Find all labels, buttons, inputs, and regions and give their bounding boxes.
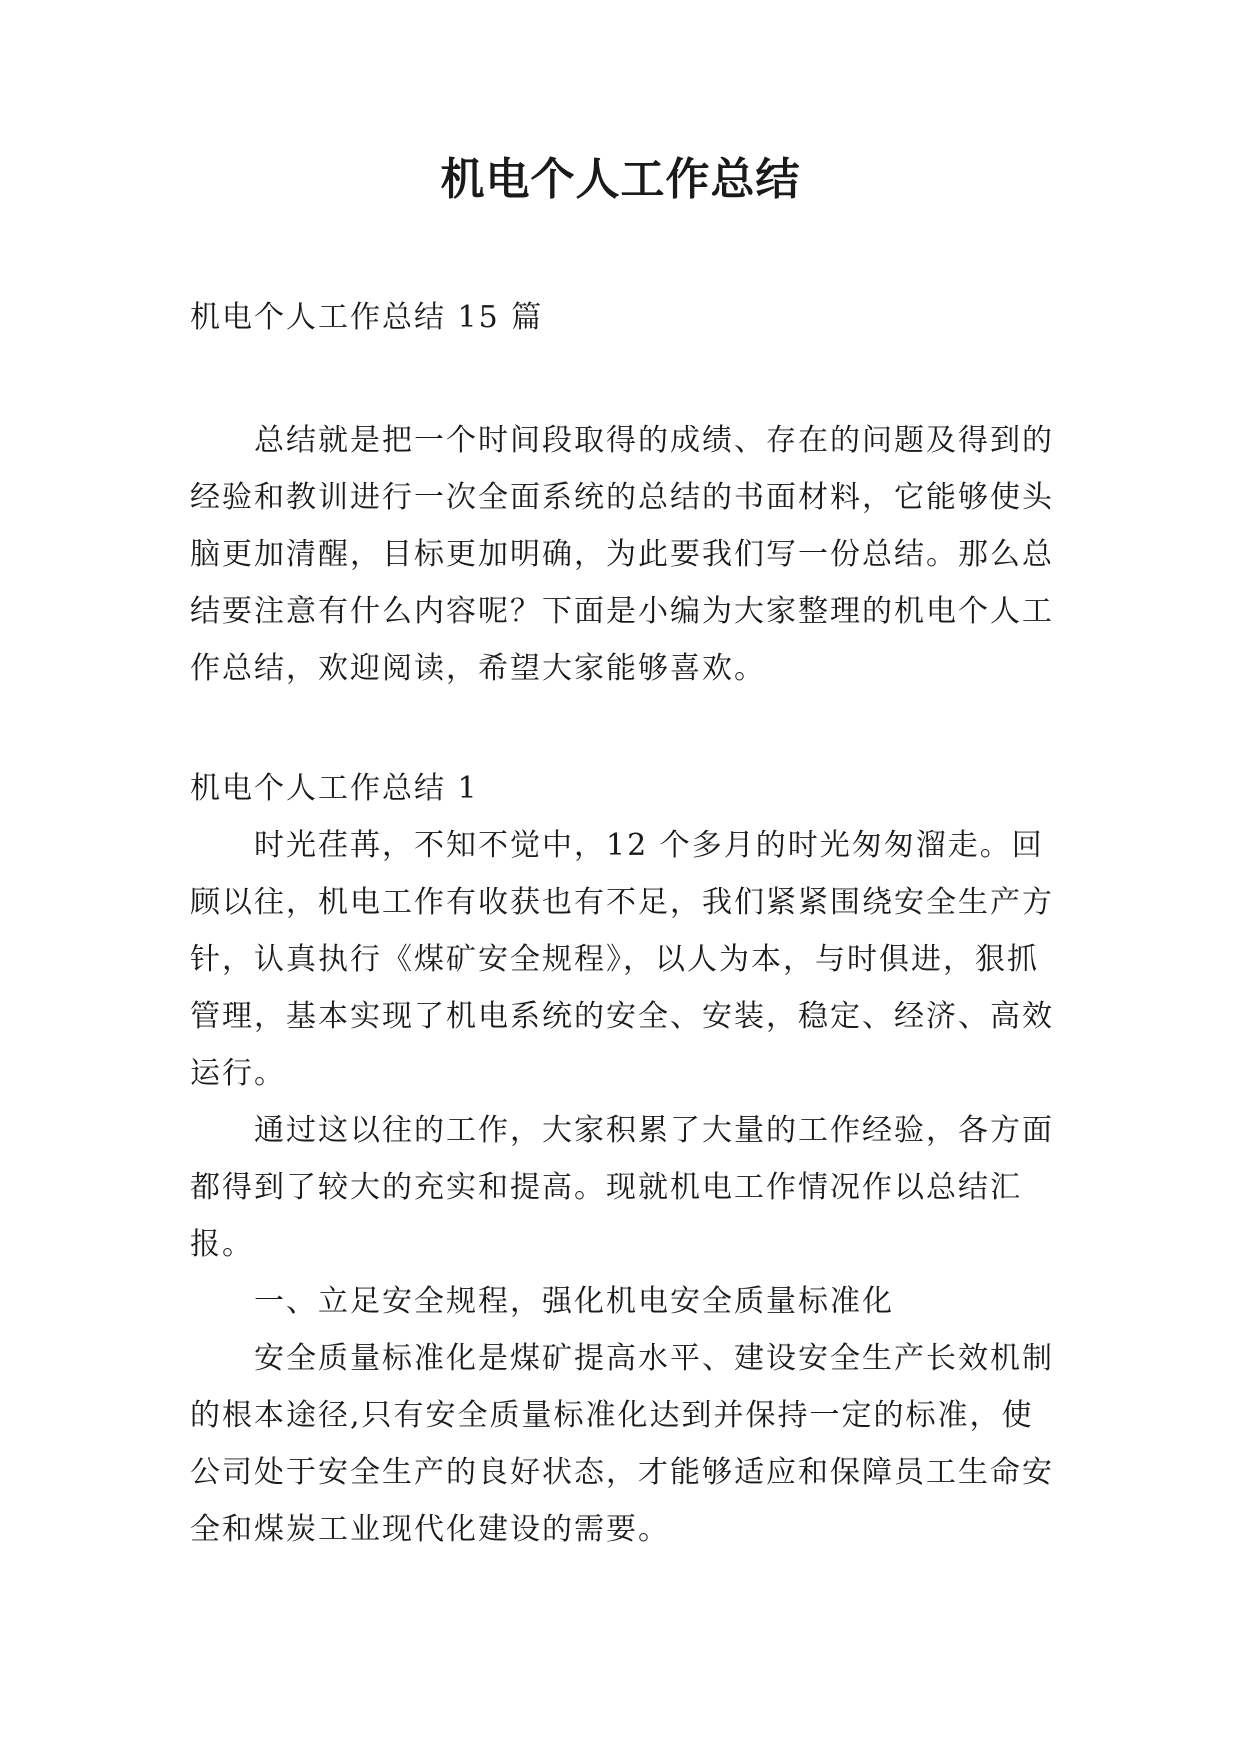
- intro-paragraph: 总结就是把一个时间段取得的成绩、存在的问题及得到的经验和教训进行一次全面系统的总结的书面材料，它能够使头脑更加清醒，目标更加明确，为此要我们写一份总结。那么总结要注意有什么内容呢？下面是小编为大家整理的机电个人工作总结，欢迎阅读，希望大家能够喜欢。: [190, 423, 1054, 686]
- body-paragraph: 安全质量标准化是煤矿提高水平、建设安全生产长效机制的根本途径,只有安全质量标准化达到并保持一定的标准，使公司处于安全生产的良好状态，才能够适应和保障员工生命安全和煤炭工业现代化建设的需要。: [190, 1341, 1054, 1547]
- section-heading: 机电个人工作总结 1: [190, 771, 479, 806]
- body-paragraph: 时光荏苒，不知不觉中，12 个多月的时光匆匆溜走。回顾以往，机电工作有收获也有不足，我们紧紧围绕安全生产方针，认真执行《煤矿安全规程》，以人为本，与时俱进，狠抓管理，基本实现了机电系统的安全、安装，稳定、经济、高效运行。: [190, 828, 1054, 1091]
- document-body: [190, 412, 1060, 1558]
- document-subtitle: 机电个人工作总结 15 篇: [190, 300, 544, 335]
- body-paragraph: 通过这以往的工作，大家积累了大量的工作经验，各方面都得到了较大的充实和提高。现就机电工作情况作以总结汇报。: [190, 1113, 1054, 1262]
- subsection-heading: 一、立足安全规程，强化机电安全质量标准化: [254, 1284, 894, 1319]
- document-title: 机电个人工作总结: [440, 154, 801, 205]
